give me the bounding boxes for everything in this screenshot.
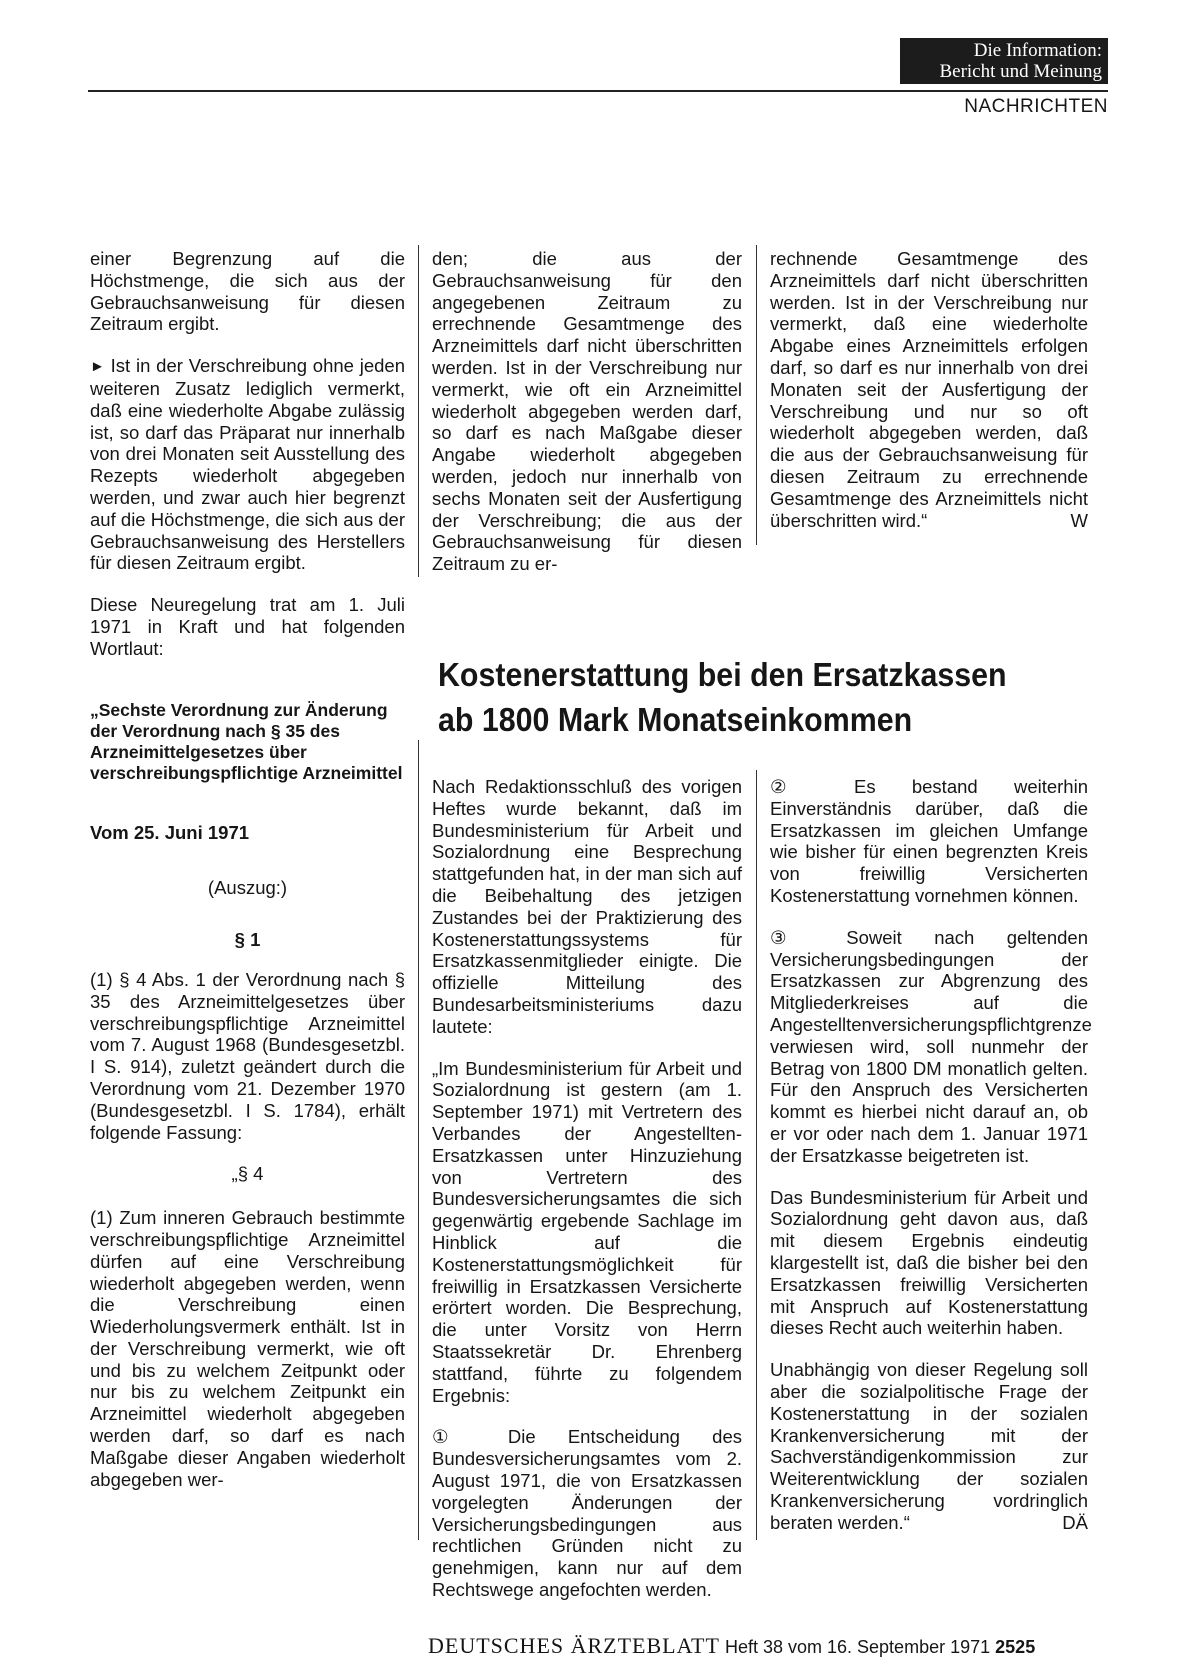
- col2-bottom-paragraph-2: „Im Bundesministerium für Arbeit und Sozialordnung ist gestern (am 1. September 1971) mit Vertretern des Verbandes der Angestellten-Ersatzkassen unter Hinzuziehung von Vertretern des Bundesversicherungsamtes die sich gegenwärtig ergebende Sachlage im Hinblick auf die Kostenerstattungsmöglichkeit für freiwillig in Ersatzkassen Versicherte erörtert worden. Die Besprechung, die unter Vorsitz von Herrn Staatssekretär Dr. Ehrenberg stattfand, führte zu folgendem Ergebnis:: [432, 1057, 742, 1406]
- column-3-top: [770, 248, 1088, 551]
- col1-paragraph-1: einer Begrenzung auf die Höchstmenge, die sich aus der Gebrauchsanweisung für diesen Zeitraum ergibt.: [90, 248, 405, 335]
- column-divider-1-bottom: [418, 740, 419, 1540]
- column-3-bottom: [770, 776, 1092, 1554]
- excerpt-label: (Auszug:): [207, 877, 288, 899]
- col1-paragraph-4: (1) § 4 Abs. 1 der Verordnung nach § 35 des Arzneimittelgesetzes über verschreibungspflichtige Arzneimittel vom 7. August 1968 (Bundesgesetzbl. I S. 914), zuletzt geändert durch die Verordnung vom 21. Dezember 1970 (Bundesgesetzbl. I S. 1784), erhält folgende Fassung:: [90, 968, 405, 1143]
- column-1: [90, 248, 405, 1510]
- arrow-icon: ►: [90, 358, 105, 376]
- page-footer: [428, 1633, 1108, 1659]
- col2-top-paragraph-1: den; die aus der Gebrauchsanweisung für den angegebenen Zeitraum zu errechnende Gesamtmenge des Arzneimittels darf nicht überschritten werden. Ist in der Verschreibung nur vermerkt, wie oft ein Arzneimittel wiederholt abgegeben werden darf, so darf es nach Maßgabe dieser Angabe wiederholt abgegeben werden, jedoch nur innerhalb von sechs Monaten seit der Ausfertigung der Verschreibung; die aus der Gebrauchsanweisung für diesen Zeitraum zu er-: [432, 248, 742, 575]
- column-divider-2-bottom: [756, 770, 757, 1540]
- col1-paragraph-2: [90, 355, 405, 574]
- column-divider-2-top: [756, 245, 757, 545]
- column-2-bottom: [432, 776, 742, 1621]
- column-2-top: [432, 248, 742, 595]
- header-box-line1: Die Information:: [973, 40, 1102, 61]
- section-label: NACHRICHTEN: [964, 96, 1108, 117]
- header-box: [900, 38, 1108, 84]
- header-rule: [88, 90, 1108, 92]
- col3-top-paragraph-1: [770, 248, 1088, 531]
- author-signature-da: DÄ: [1062, 1511, 1088, 1533]
- col3-bottom-paragraph-3: Das Bundesministerium für Arbeit und Sozialordnung geht davon aus, daß mit diesem Ergebnis eindeutig klargestellt ist, daß die bisher bei den Ersatzkassen freiwillig Versicherten mit Anspruch auf Kostenerstattung dieses Recht auch weiterhin haben.: [770, 1186, 1088, 1339]
- article-headline: Kostenerstattung bei den Ersatzkassen ab 1800 Mark Monatseinkommen: [438, 656, 1007, 738]
- col2-bottom-paragraph-1: Nach Redaktionsschluß des vorigen Heftes wurde bekannt, daß im Bundesministerium für Arbeit und Sozialordnung eine Besprechung stattgefunden hat, in der man sich auf die Beibehaltung des jetzigen Zustandes bei der Praktizierung des Kostenerstattungssystems für Ersatzkassenmitglieder einigte. Die offizielle Mitteilung des Bundesarbeitsministeriums dazu lautete:: [432, 776, 742, 1037]
- col1-paragraph-3: Diese Neuregelung trat am 1. Juli 1971 in Kraft und hat folgenden Wortlaut:: [90, 594, 405, 659]
- col3-bottom-paragraph-4: [770, 1359, 1088, 1533]
- section-4-heading: „§ 4: [231, 1163, 264, 1185]
- regulation-title: „Sechste Verordnung zur Änderung der Verordnung nach § 35 des Arzneimittelgesetzes über verschreibungspflichtige Arzneimittel: [90, 699, 403, 783]
- footer-journal-name: DEUTSCHES ÄRZTEBLATT: [428, 1633, 720, 1658]
- col1-paragraph-2-text: Ist in der Verschreibung ohne jeden weiteren Zusatz lediglich vermerkt, daß eine wiederholte Abgabe zulässig ist, so darf das Präparat nur innerhalb von drei Monaten seit Ausstellung des Rezepts wiederholt abgegeben werden, und zwar auch hier begrenzt auf die Höchstmenge, die sich aus der Gebrauchsanweisung des Herstellers für diesen Zeitraum ergibt.: [90, 355, 405, 574]
- column-divider-1-top: [418, 245, 419, 577]
- section-1-heading: § 1: [234, 929, 261, 951]
- author-signature-w: W: [1070, 509, 1088, 531]
- col3-bottom-paragraph-1: ② Es bestand weiterhin Einverständnis darüber, daß die Ersatzkassen im gleichen Umfange wie bisher für einen begrenzten Kreis von freiwillig Versicherten Kostenerstattung vornehmen können.: [770, 776, 1088, 906]
- col1-paragraph-5: (1) Zum inneren Gebrauch bestimmte verschreibungspflichtige Arzneimittel dürfen auf eine Verschreibung wiederholt abgegeben werden, wenn die Verschreibung einen Wiederholungsvermerk enthält. Ist in der Verschreibung vermerkt, wie oft und bis zu welchem Zeitpunkt oder nur bis zu welchem Zeitpunkt ein Arzneimittel wiederholt abgegeben werden darf, so darf es nach Maßgabe dieser Angaben wiederholt abgegeben wer-: [90, 1207, 405, 1490]
- col3-bottom-paragraph-4-text: Unabhängig von dieser Regelung soll aber die sozialpolitische Frage der Kostenerstattung in der sozialen Krankenversicherung mit der Sachverständigenkommission zur Weiterentwicklung der sozialen Krankenversicherung vordringlich beraten werden.“: [770, 1359, 1088, 1533]
- footer-issue: Heft 38 vom 16. September 1971: [724, 1637, 991, 1657]
- col3-top-paragraph-1-text: rechnende Gesamtmenge des Arzneimittels darf nicht überschritten werden. Ist in der Verschreibung nur vermerkt, daß eine wiederholte Abgabe eines Arzneimittels erfolgen darf, so darf es nur innerhalb von drei Monaten seit der Ausfertigung der Verschreibung und nur so oft wiederholt abgegeben werden, daß die aus der Gebrauchsanweisung für diesen Zeitraum zu errechnende Gesamtmenge des Arzneimittels nicht überschritten wird.“: [770, 248, 1088, 531]
- col2-bottom-paragraph-3: ① Die Entscheidung des Bundesversicherungsamtes vom 2. August 1971, die von Ersatzkassen vorgelegten Änderungen der Versicherungsbedingungen aus rechtlichen Gründen nicht zu genehmigen, kann nur auf dem Rechtswege angefochten werden.: [432, 1426, 742, 1600]
- header-box-line2: Bericht und Meinung: [939, 61, 1102, 82]
- col3-bottom-paragraph-2: ③ Soweit nach geltenden Versicherungsbedingungen der Ersatzkassen zur Abgrenzung des Mitgliederkreises auf die Angestelltenversicherungspflichtgrenze verwiesen wird, soll nunmehr der Betrag von 1800 DM monatlich gelten. Für den Anspruch des Versicherten kommt es hierbei nicht darauf an, ob er vor oder nach dem 1. Januar 1971 der Ersatzkasse beigetreten ist.: [770, 926, 1092, 1166]
- footer-page-number: 2525: [995, 1637, 1036, 1657]
- regulation-date: Vom 25. Juni 1971: [90, 821, 250, 843]
